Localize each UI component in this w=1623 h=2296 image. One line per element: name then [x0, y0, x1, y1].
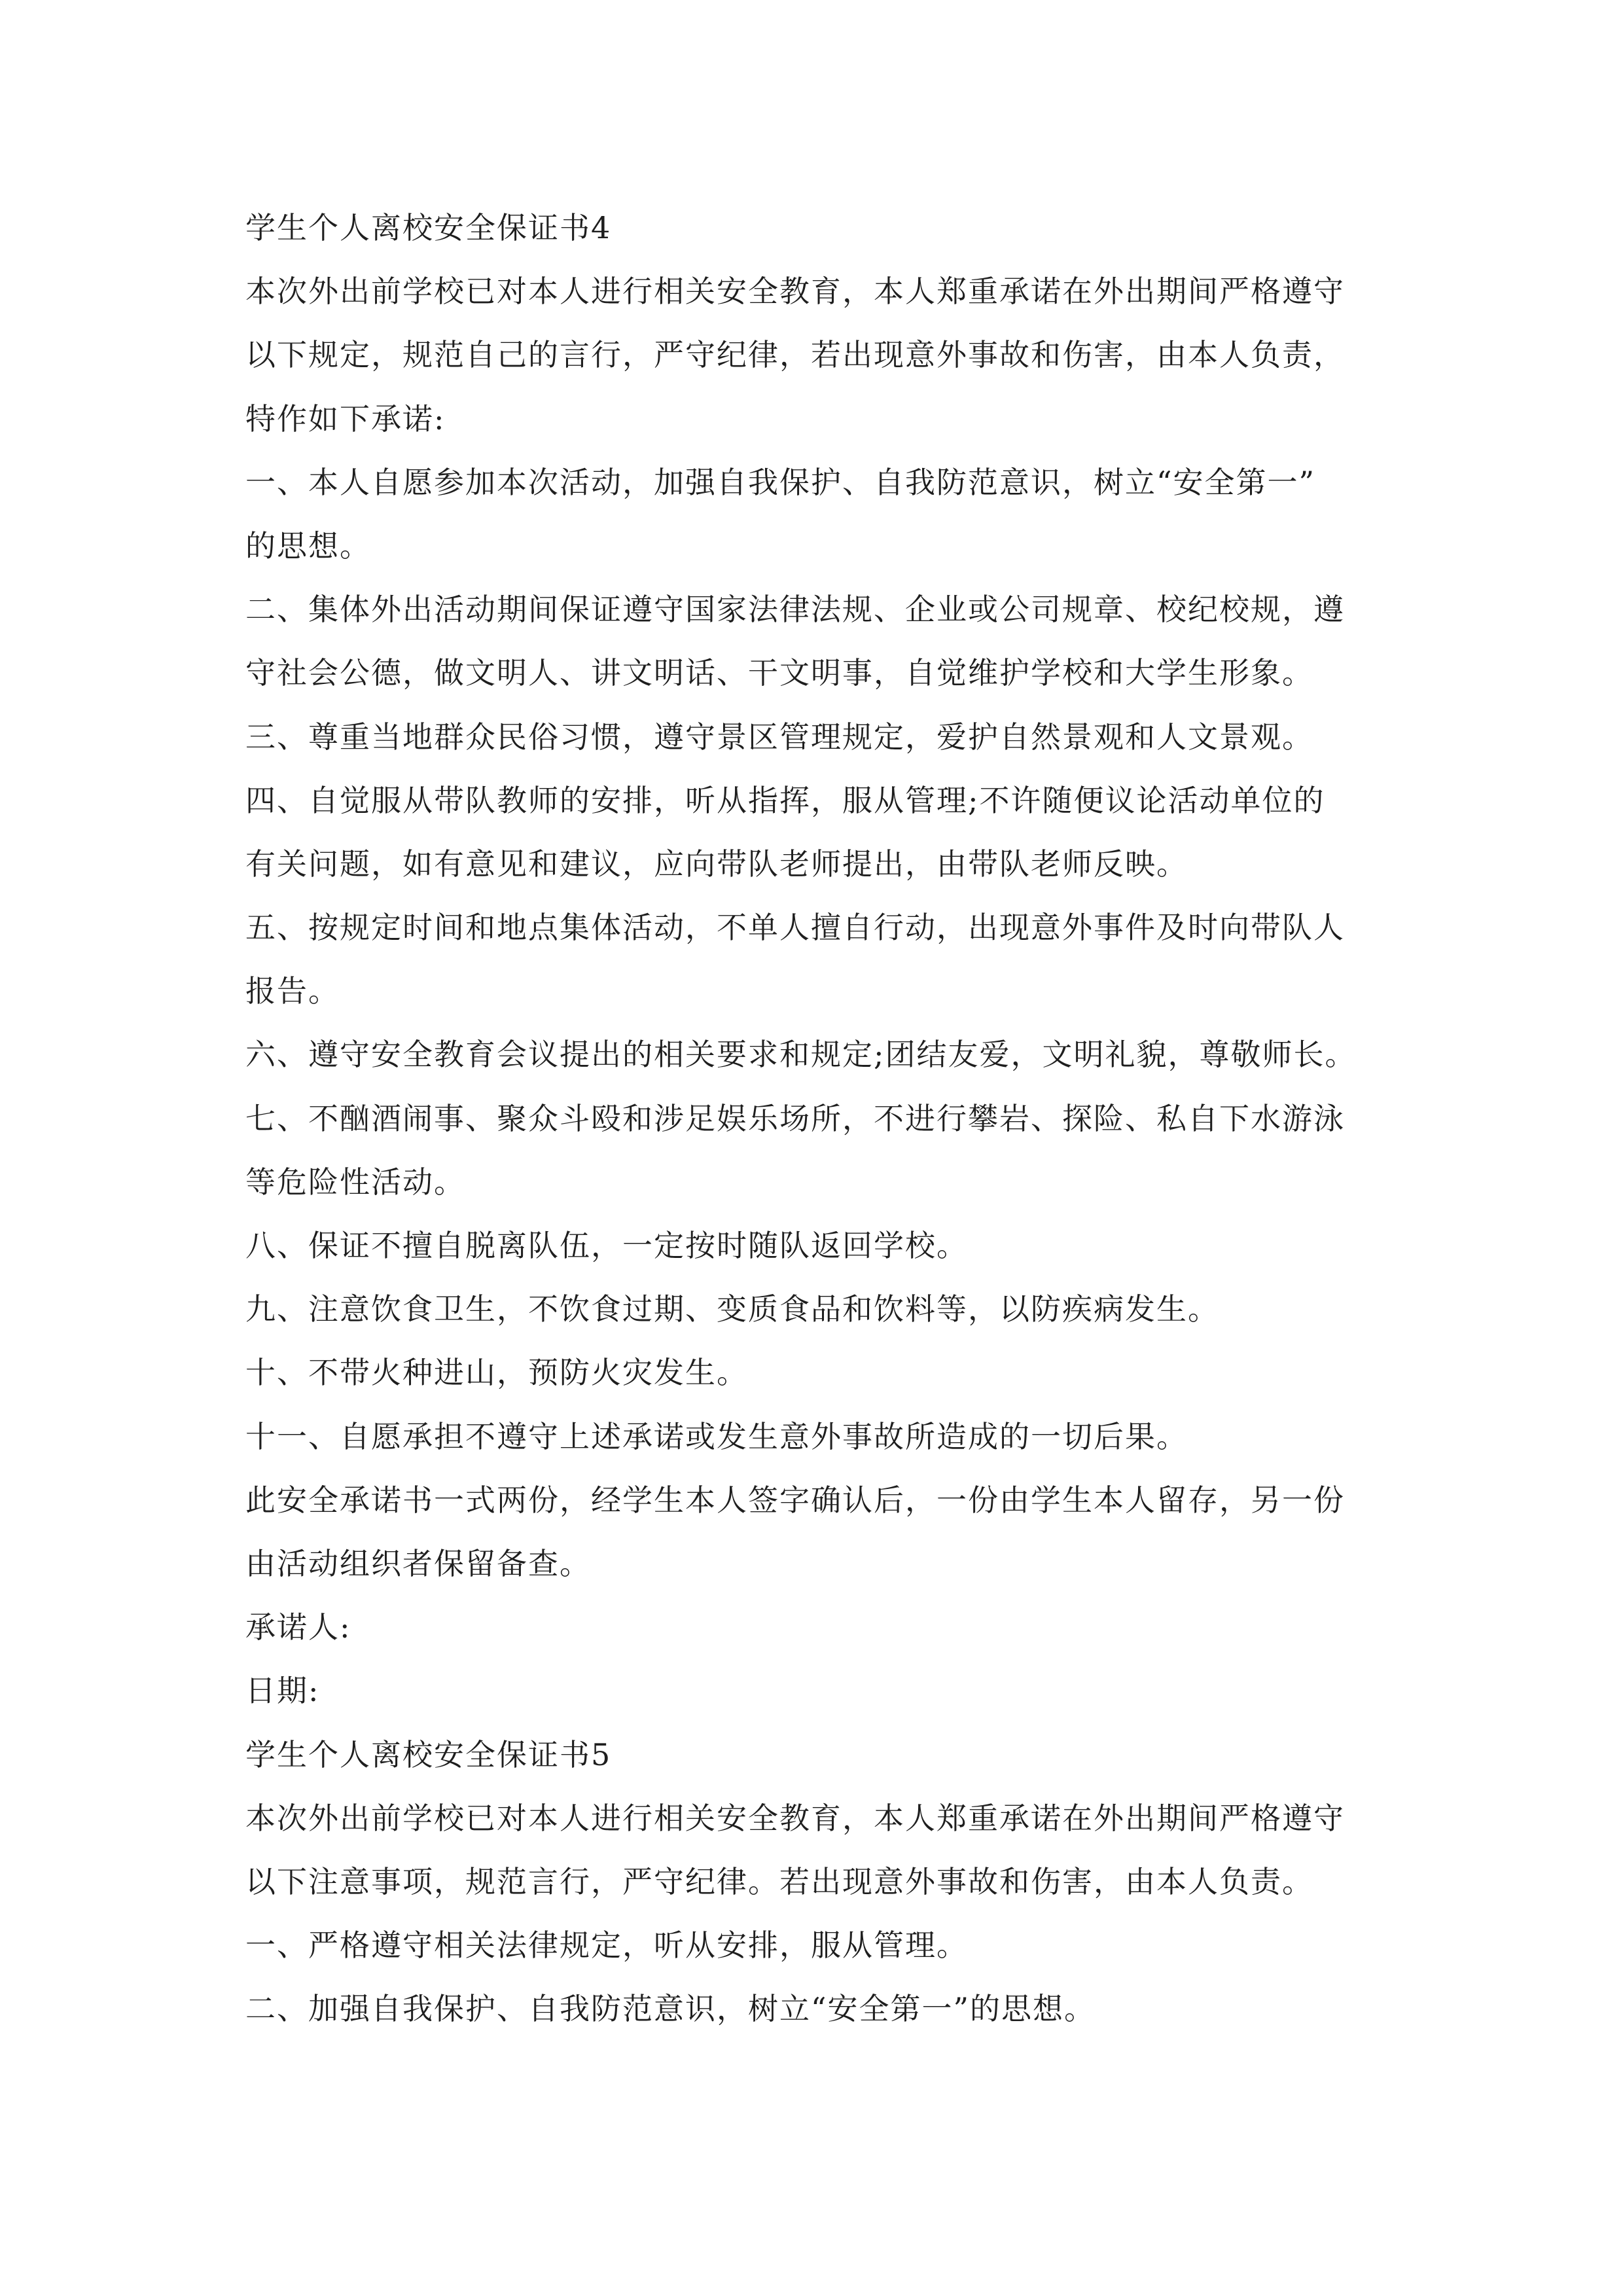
section-title-5: 学生个人离校安全保证书5 [245, 1736, 612, 1772]
text-line: 有关问题，如有意见和建议，应向带队老师提出，由带队老师反映。 [245, 846, 1188, 882]
text-line: 十一、自愿承担不遵守上述承诺或发生意外事故所造成的一切后果。 [245, 1418, 1188, 1454]
text-line: 等危险性活动。 [245, 1164, 465, 1200]
text-line: 以下注意事项，规范言行，严守纪律。若出现意外事故和伤害，由本人负责。 [245, 1863, 1313, 1899]
document-body [245, 196, 1417, 2041]
text-line: 三、尊重当地群众民俗习惯，遵守景区管理规定，爱护自然景观和人文景观。 [245, 719, 1313, 755]
text-line: 由活动组织者保留备查。 [245, 1545, 591, 1581]
text-line: 五、按规定时间和地点集体活动，不单人擅自行动，出现意外事件及时向带队人 [245, 910, 1345, 946]
text-line: 本次外出前学校已对本人进行相关安全教育，本人郑重承诺在外出期间严格遵守 [245, 274, 1345, 310]
text-line: 十、不带火种进山，预防火灾发生。 [245, 1355, 748, 1391]
text-line: 七、不酗酒闹事、聚众斗殴和涉足娱乐场所，不进行攀岩、探险、私自下水游泳 [245, 1100, 1345, 1136]
text-line: 的思想。 [245, 528, 371, 564]
date-label: 日期: [245, 1673, 320, 1709]
text-line: 报告。 [245, 973, 340, 1009]
section-title-4: 学生个人离校安全保证书4 [245, 210, 612, 245]
text-line: 八、保证不擅自脱离队伍，一定按时随队返回学校。 [245, 1228, 968, 1263]
signature-label: 承诺人: [245, 1609, 351, 1645]
text-line: 六、遵守安全教育会议提出的相关要求和规定;团结友爱，文明礼貌，尊敬师长。 [245, 1037, 1357, 1073]
text-line: 二、集体外出活动期间保证遵守国家法律法规、企业或公司规章、校纪校规，遵 [245, 592, 1345, 628]
text-line: 以下规定，规范自己的言行，严守纪律，若出现意外事故和伤害，由本人负责， [245, 337, 1345, 373]
text-line: 九、注意饮食卫生，不饮食过期、变质食品和饮料等，以防疾病发生。 [245, 1291, 1219, 1327]
text-line: 四、自觉服从带队教师的安排，听从指挥，服从管理;不许随便议论活动单位的 [245, 782, 1325, 818]
text-line: 二、加强自我保护、自我防范意识，树立“安全第一”的思想。 [245, 1991, 1096, 2027]
text-line: 一、本人自愿参加本次活动，加强自我保护、自我防范意识，树立“安全第一” [245, 464, 1316, 500]
text-line: 特作如下承诺: [245, 401, 446, 437]
text-line: 一、严格遵守相关法律规定，听从安排，服从管理。 [245, 1928, 968, 1964]
text-line: 本次外出前学校已对本人进行相关安全教育，本人郑重承诺在外出期间严格遵守 [245, 1800, 1345, 1836]
text-line: 守社会公德，做文明人、讲文明话、干文明事，自觉维护学校和大学生形象。 [245, 655, 1313, 691]
text-line: 此安全承诺书一式两份，经学生本人签字确认后，一份由学生本人留存，另一份 [245, 1482, 1345, 1518]
